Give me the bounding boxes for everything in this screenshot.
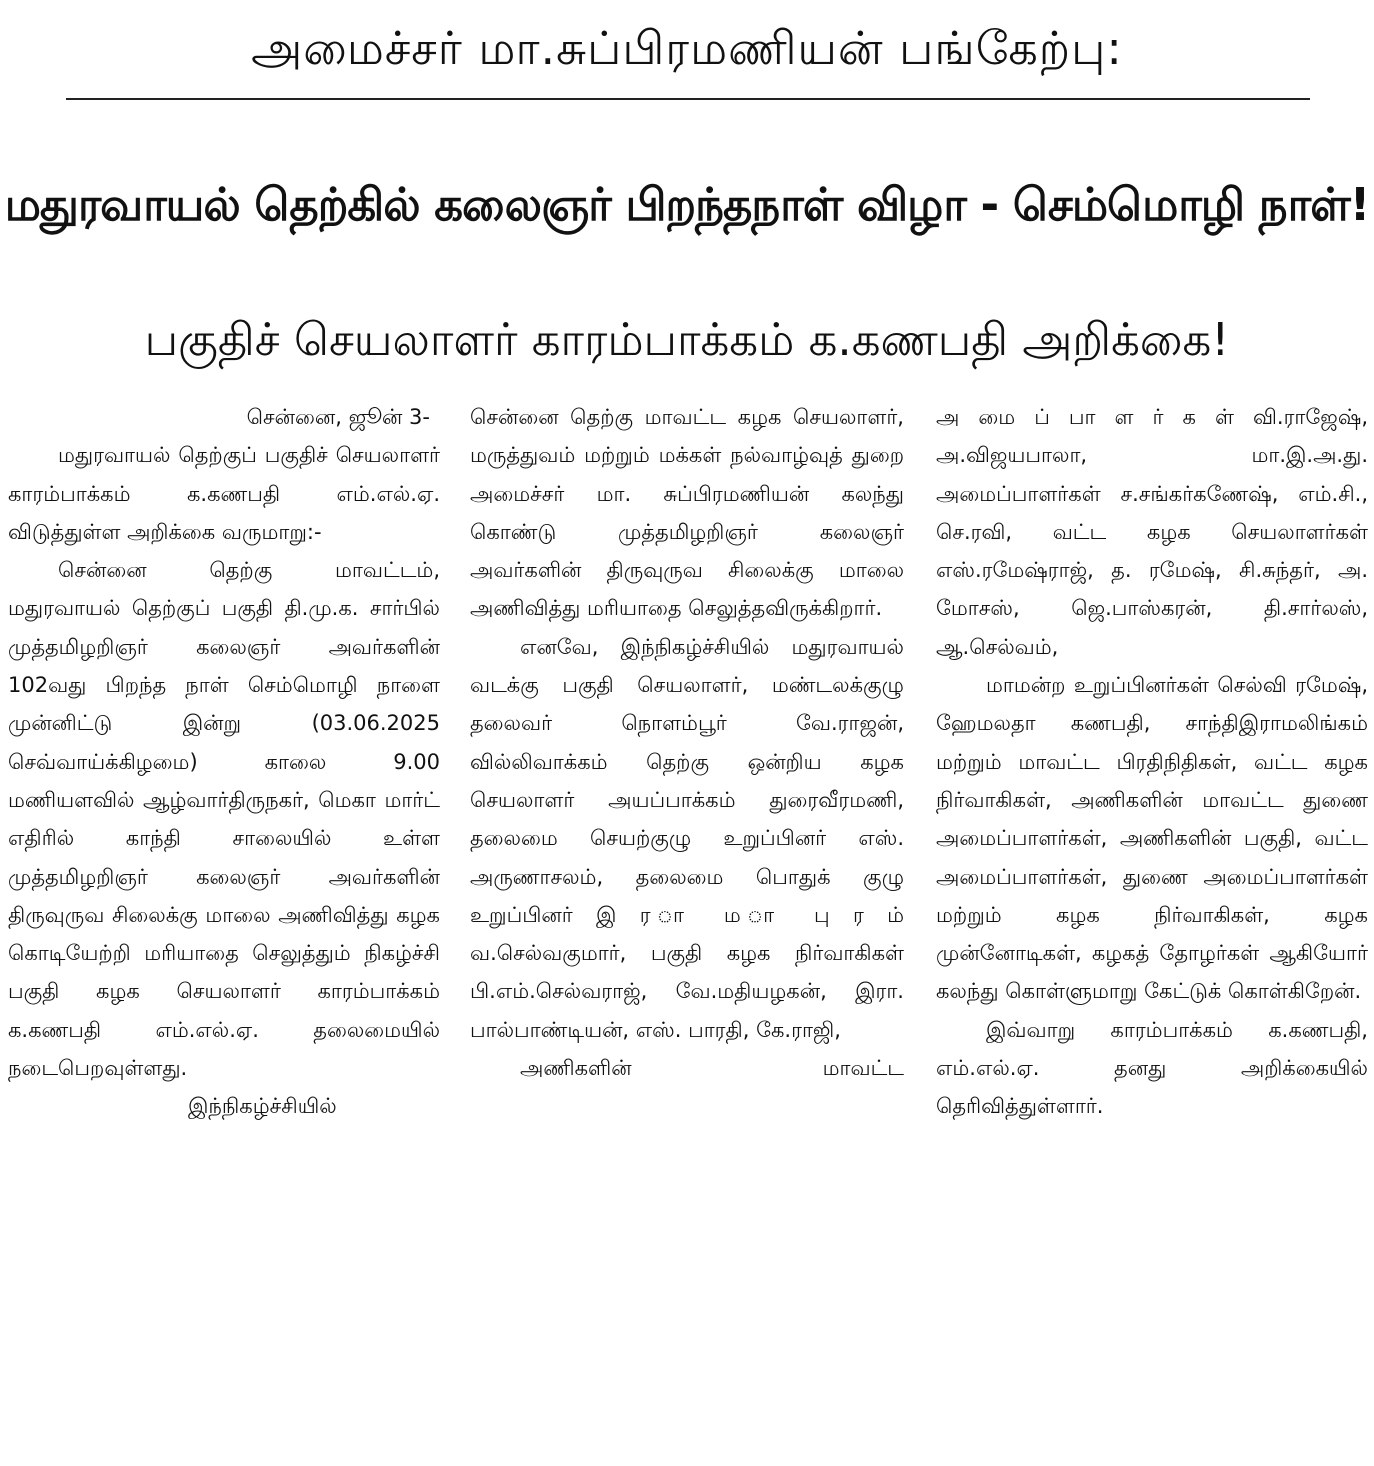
article-column-2 — [470, 398, 904, 1466]
paragraph: எனவே, இந்நிகழ்ச்சியில் மதுரவாயல் வடக்கு பகுதி செயலாளர், மண்டலக்குழு தலைவர் நொளம்பூர் வே.ராஜன், வில்லிவாக்கம் தெற்கு ஒன்றிய கழக செயலாளர் அயப்பாக்கம் துரைவீரமணி, தலைமை செயற்குழு உறுப்பினர் எஸ். அருணாசலம், தலைமை பொதுக் குழு உறுப்பினர் இ ர ா ம ா பு ர ம் வ.செல்வகுமார், பகுதி கழக நிர்வாகிகள் பி.எம்.செல்வராஜ், வே.மதியழகன், இரா. பால்பாண்டியன், எஸ். பாரதி, கே.ராஜி, — [470, 634, 904, 1042]
paragraph: மாமன்ற உறுப்பினர்கள் செல்வி ரமேஷ், ஹேமலதா கணபதி, சாந்திஇராமலிங்கம் மற்றும் மாவட்ட பிரதிநிதிகள், வட்ட கழக நிர்வாகிகள், அணிகளின் மாவட்ட துணை அமைப்பாளர்கள், அணிகளின் பகுதி, வட்ட அமைப்பாளர்கள், துணை அமைப்பாளர்கள் மற்றும் கழக நிர்வாகிகள், கழக முன்னோடிகள், கழகத் தோழர்கள் ஆகியோர் கலந்து கொள்ளுமாறு கேட்டுக் கொள்கிறேன். — [936, 673, 1368, 1004]
kicker-heading: அமைச்சர் மா.சுப்பிரமணியன் பங்கேற்பு: — [251, 21, 1123, 75]
main-headline: மதுரவாயல் தெற்கில் கலைஞர் பிறந்தநாள் விழா - செம்மொழி நாள்! — [4, 178, 1370, 231]
article-column-3 — [936, 398, 1368, 1466]
article-column-1 — [8, 398, 440, 1466]
paragraph: அணிகளின் மாவட்ட — [520, 1056, 904, 1081]
paragraph: இவ்வாறு காரம்பாக்கம் க.கணபதி, எம்.எல்.ஏ. தனது அறிக்கையில் தெரிவித்துள்ளார். — [936, 1017, 1368, 1119]
divider-rule — [66, 98, 1310, 100]
dateline: சென்னை, ஜூன் 3- — [246, 405, 430, 429]
sub-headline: பகுதிச் செயலாளர் காரம்பாக்கம் க.கணபதி அறிக்கை! — [144, 313, 1230, 366]
paragraph: அ மை ப் பா ள ர் க ள் வி.ராஜேஷ், அ.விஜயபாலா, மா.இ.அ.து. அமைப்பாளர்கள் ச.சங்கர்கணேஷ், எம்.சி., செ.ரவி, வட்ட கழக செயலாளர்கள் எஸ்.ரமேஷ்ராஜ், த. ரமேஷ், சி.சுந்தர், அ. மோசஸ், ஜெ.பாஸ்கரன், தி.சார்லஸ், ஆ.செல்வம், — [936, 405, 1368, 659]
paragraph: சென்னை தெற்கு மாவட்ட கழக செயலாளர், மருத்துவம் மற்றும் மக்கள் நல்வாழ்வுத் துறை அமைச்சர் மா. சுப்பிரமணியன் கலந்து கொண்டு முத்தமிழறிஞர் கலைஞர் அவர்களின் திருவுருவ சிலைக்கு மாலை அணிவித்து மரியாதை செலுத்தவிருக்கிறார். — [470, 405, 904, 621]
paragraph: இந்நிகழ்ச்சியில் — [188, 1094, 337, 1119]
paragraph: சென்னை தெற்கு மாவட்டம், மதுரவாயல் தெற்குப் பகுதி தி.மு.க. சார்பில் முத்தமிழறிஞர் கலைஞர் அவர்களின் 102வது பிறந்த நாள் செம்மொழி நாளை முன்னிட்டு இன்று (03.06.2025 செவ்வாய்க்கிழமை) காலை 9.00 மணியளவில் ஆழ்வார்திருநகர், மெகா மார்ட் எதிரில் காந்தி சாலையில் உள்ள முத்தமிழறிஞர் கலைஞர் அவர்களின் திருவுருவ சிலைக்கு மாலை அணிவித்து கழக கொடியேற்றி மரியாதை செலுத்தும் நிகழ்ச்சி பகுதி கழக செயலாளர் காரம்பாக்கம் க.கணபதி எம்.எல்.ஏ. தலைமையில் நடைபெறவுள்ளது. — [8, 558, 440, 1081]
paragraph: மதுரவாயல் தெற்குப் பகுதிச் செயலாளர் காரம்பாக்கம் க.கணபதி எம்.எல்.ஏ. விடுத்துள்ள அறிக்கை வருமாறு:- — [8, 443, 440, 544]
